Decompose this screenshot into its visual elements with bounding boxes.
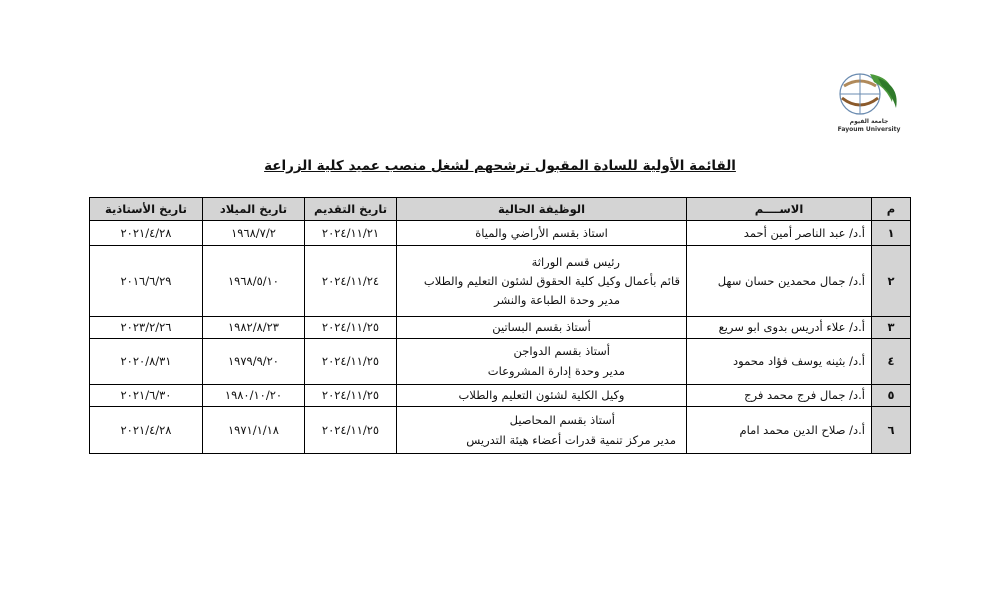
col-header-num: م — [872, 198, 911, 221]
candidates-table — [89, 197, 911, 454]
job-line: مدير وحدة الطباعة والنشر — [494, 292, 620, 307]
job-line: مدير مركز تنمية قدرات أعضاء هيئة التدريس — [466, 432, 676, 447]
candidate-name: أ.د/ عبد الناصر أمين أحمد — [687, 221, 872, 246]
table-row — [90, 407, 911, 454]
current-job — [397, 317, 687, 339]
job-line: مدير وحدة إدارة المشروعات — [487, 364, 625, 378]
table-row — [90, 339, 911, 385]
row-number: ٥ — [872, 385, 911, 407]
logo-emblem-icon — [826, 68, 912, 118]
current-job — [397, 339, 687, 385]
professorship-date: ٢٠٢١/٤/٢٨ — [90, 407, 203, 454]
applied-date: ٢٠٢٤/١١/٢٥ — [305, 407, 397, 454]
birth-date: ١٩٧٩/٩/٢٠ — [203, 339, 305, 385]
row-number: ٣ — [872, 317, 911, 339]
job-line: قائم بأعمال وكيل كلية الحقوق لشئون التعليم والطلاب — [423, 273, 680, 288]
job-line: استاذ بقسم الأراضي والمياة — [475, 225, 608, 240]
col-header-birth: تاريخ الميلاد — [203, 198, 305, 221]
table-row — [90, 317, 911, 339]
candidate-name: أ.د/ جمال فرج محمد فرج — [687, 385, 872, 407]
professorship-date: ٢٠١٦/٦/٢٩ — [90, 246, 203, 317]
job-line: أستاذ بقسم المحاصيل — [509, 412, 615, 427]
birth-date: ١٩٧١/١/١٨ — [203, 407, 305, 454]
table-row — [90, 221, 911, 246]
row-number: ٢ — [872, 246, 911, 317]
applied-date: ٢٠٢٤/١١/٢١ — [305, 221, 397, 246]
page-title: القائمة الأولية للسادة المقبول ترشحهم لشغل منصب عميد كلية الزراعة — [264, 158, 736, 174]
current-job — [397, 246, 687, 317]
birth-date: ١٩٦٨/٥/١٠ — [203, 246, 305, 317]
current-job — [397, 385, 687, 407]
professorship-date: ٢٠٢٠/٨/٣١ — [90, 339, 203, 385]
row-number: ٤ — [872, 339, 911, 385]
candidate-name: أ.د/ علاء أدريس بدوى ابو سريع — [687, 317, 872, 339]
table-row — [90, 246, 911, 317]
table-header-row — [90, 198, 911, 221]
applied-date: ٢٠٢٤/١١/٢٥ — [305, 385, 397, 407]
professorship-date: ٢٠٢١/٦/٣٠ — [90, 385, 203, 407]
row-number: ٦ — [872, 407, 911, 454]
job-line: رئيس قسم الوراثة — [531, 254, 620, 269]
university-logo — [826, 68, 912, 134]
job-line: وكيل الكلية لشئون التعليم والطلاب — [458, 388, 625, 402]
university-caption-ar: جامعة الفيوم — [849, 118, 889, 125]
professorship-date: ٢٠٢٣/٢/٢٦ — [90, 317, 203, 339]
current-job — [397, 221, 687, 246]
university-caption-en: Fayoum University — [837, 126, 901, 133]
candidate-name: أ.د/ جمال محمدين حسان سهل — [687, 246, 872, 317]
row-number: ١ — [872, 221, 911, 246]
candidate-name: أ.د/ بثينه يوسف فؤاد محمود — [687, 339, 872, 385]
job-line: أستاذ بقسم البساتين — [492, 320, 591, 334]
col-header-job: الوظيفة الحالية — [397, 198, 687, 221]
col-header-name: الاســــم — [687, 198, 872, 221]
col-header-professorship: تاريخ الأستاذية — [90, 198, 203, 221]
professorship-date: ٢٠٢١/٤/٢٨ — [90, 221, 203, 246]
current-job — [397, 407, 687, 454]
applied-date: ٢٠٢٤/١١/٢٥ — [305, 339, 397, 385]
birth-date: ١٩٦٨/٧/٢ — [203, 221, 305, 246]
birth-date: ١٩٨٢/٨/٢٣ — [203, 317, 305, 339]
applied-date: ٢٠٢٤/١١/٢٥ — [305, 317, 397, 339]
job-line: أستاذ بقسم الدواجن — [513, 344, 610, 358]
col-header-applied: تاريخ التقديم — [305, 198, 397, 221]
candidate-name: أ.د/ صلاح الدين محمد امام — [687, 407, 872, 454]
birth-date: ١٩٨٠/١٠/٢٠ — [203, 385, 305, 407]
applied-date: ٢٠٢٤/١١/٢٤ — [305, 246, 397, 317]
table-row — [90, 385, 911, 407]
